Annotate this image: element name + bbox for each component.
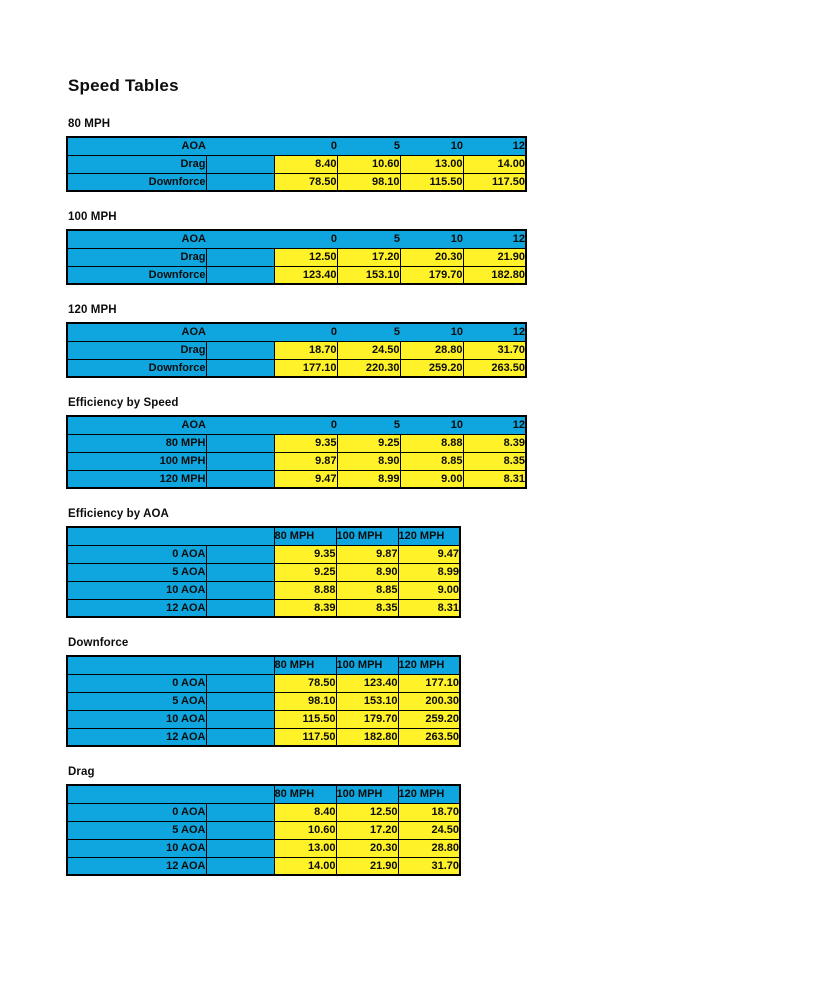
row-blank-cell xyxy=(206,341,274,359)
column-header-cell: 5 xyxy=(337,230,400,248)
row-blank-cell xyxy=(206,803,274,821)
row-label-cell: 10 AOA xyxy=(67,839,206,857)
header-row xyxy=(67,785,460,803)
table-row xyxy=(67,821,460,839)
value-cell: 31.70 xyxy=(398,857,460,875)
row-blank-cell xyxy=(206,563,274,581)
value-cell: 8.90 xyxy=(336,563,398,581)
corner-label-cell: AOA xyxy=(67,137,206,155)
row-blank-cell xyxy=(206,710,274,728)
value-cell: 98.10 xyxy=(337,173,400,191)
table-title: 120 MPH xyxy=(68,304,117,316)
row-label-cell: 120 MPH xyxy=(67,470,206,488)
column-header-cell: 100 MPH xyxy=(336,527,398,545)
value-cell: 8.99 xyxy=(398,563,460,581)
corner-label-cell: AOA xyxy=(67,416,206,434)
corner-blank-cell xyxy=(206,137,274,155)
row-label-cell: 10 AOA xyxy=(67,710,206,728)
value-cell: 9.87 xyxy=(336,545,398,563)
value-cell: 200.30 xyxy=(398,692,460,710)
row-label-cell: Drag xyxy=(67,155,206,173)
row-label-cell: 80 MPH xyxy=(67,434,206,452)
row-label-cell: 0 AOA xyxy=(67,674,206,692)
value-cell: 18.70 xyxy=(274,341,337,359)
column-header-cell: 12 xyxy=(463,416,526,434)
value-cell: 8.31 xyxy=(398,599,460,617)
row-blank-cell xyxy=(206,470,274,488)
row-label-cell: 0 AOA xyxy=(67,545,206,563)
value-cell: 8.39 xyxy=(274,599,336,617)
column-header-cell: 12 xyxy=(463,137,526,155)
row-label-cell: 5 AOA xyxy=(67,821,206,839)
value-cell: 8.39 xyxy=(463,434,526,452)
data-table xyxy=(66,136,527,192)
corner-blank-cell xyxy=(206,416,274,434)
value-cell: 123.40 xyxy=(336,674,398,692)
column-header-cell: 0 xyxy=(274,230,337,248)
value-cell: 9.35 xyxy=(274,545,336,563)
row-blank-cell xyxy=(206,728,274,746)
table-section xyxy=(66,304,816,378)
data-table xyxy=(66,655,461,747)
row-blank-cell xyxy=(206,434,274,452)
data-table xyxy=(66,526,461,618)
column-header-cell: 12 xyxy=(463,323,526,341)
table-row xyxy=(67,434,526,452)
row-label-cell: 12 AOA xyxy=(67,728,206,746)
corner-blank-cell xyxy=(206,323,274,341)
row-label-cell: Downforce xyxy=(67,359,206,377)
value-cell: 8.40 xyxy=(274,155,337,173)
table-row xyxy=(67,803,460,821)
table-row xyxy=(67,692,460,710)
column-header-cell: 120 MPH xyxy=(398,785,460,803)
table-row xyxy=(67,839,460,857)
row-blank-cell xyxy=(206,857,274,875)
column-header-cell: 0 xyxy=(274,137,337,155)
corner-blank-cell xyxy=(206,230,274,248)
table-row xyxy=(67,341,526,359)
value-cell: 17.20 xyxy=(336,821,398,839)
table-section xyxy=(66,211,816,285)
table-row xyxy=(67,359,526,377)
table-title: 100 MPH xyxy=(68,211,117,223)
row-label-cell: 12 AOA xyxy=(67,599,206,617)
value-cell: 8.35 xyxy=(463,452,526,470)
value-cell: 21.90 xyxy=(463,248,526,266)
table-section xyxy=(66,118,816,192)
table-title: Drag xyxy=(68,766,95,778)
column-header-cell: 80 MPH xyxy=(274,785,336,803)
row-blank-cell xyxy=(206,821,274,839)
table-row xyxy=(67,173,526,191)
data-table xyxy=(66,784,461,876)
value-cell: 9.35 xyxy=(274,434,337,452)
table-row xyxy=(67,545,460,563)
value-cell: 153.10 xyxy=(336,692,398,710)
header-row xyxy=(67,656,460,674)
value-cell: 78.50 xyxy=(274,674,336,692)
row-label-cell: Downforce xyxy=(67,266,206,284)
column-header-cell: 80 MPH xyxy=(274,527,336,545)
row-blank-cell xyxy=(206,674,274,692)
value-cell: 182.80 xyxy=(336,728,398,746)
value-cell: 20.30 xyxy=(400,248,463,266)
value-cell: 9.47 xyxy=(398,545,460,563)
value-cell: 9.87 xyxy=(274,452,337,470)
value-cell: 179.70 xyxy=(400,266,463,284)
column-header-cell: 0 xyxy=(274,416,337,434)
row-label-cell: Drag xyxy=(67,341,206,359)
table-row xyxy=(67,248,526,266)
column-header-cell: 120 MPH xyxy=(398,527,460,545)
corner-blank-cell xyxy=(67,656,274,674)
table-row xyxy=(67,599,460,617)
value-cell: 8.85 xyxy=(336,581,398,599)
value-cell: 115.50 xyxy=(400,173,463,191)
row-label-cell: 100 MPH xyxy=(67,452,206,470)
column-header-cell: 10 xyxy=(400,230,463,248)
table-row xyxy=(67,470,526,488)
table-row xyxy=(67,155,526,173)
corner-label-cell: AOA xyxy=(67,230,206,248)
row-label-cell: 5 AOA xyxy=(67,563,206,581)
value-cell: 220.30 xyxy=(337,359,400,377)
table-row xyxy=(67,728,460,746)
corner-blank-cell xyxy=(67,527,274,545)
row-blank-cell xyxy=(206,581,274,599)
header-row xyxy=(67,137,526,155)
value-cell: 117.50 xyxy=(274,728,336,746)
table-title: 80 MPH xyxy=(68,118,111,130)
row-blank-cell xyxy=(206,692,274,710)
value-cell: 12.50 xyxy=(274,248,337,266)
value-cell: 177.10 xyxy=(274,359,337,377)
value-cell: 10.60 xyxy=(337,155,400,173)
value-cell: 123.40 xyxy=(274,266,337,284)
row-blank-cell xyxy=(206,155,274,173)
header-row xyxy=(67,323,526,341)
table-row xyxy=(67,452,526,470)
row-label-cell: Drag xyxy=(67,248,206,266)
value-cell: 9.47 xyxy=(274,470,337,488)
column-header-cell: 100 MPH xyxy=(336,785,398,803)
value-cell: 179.70 xyxy=(336,710,398,728)
table-row xyxy=(67,581,460,599)
value-cell: 9.25 xyxy=(274,563,336,581)
value-cell: 177.10 xyxy=(398,674,460,692)
row-blank-cell xyxy=(206,248,274,266)
header-row xyxy=(67,527,460,545)
value-cell: 20.30 xyxy=(336,839,398,857)
value-cell: 24.50 xyxy=(398,821,460,839)
value-cell: 14.00 xyxy=(274,857,336,875)
table-section xyxy=(66,508,816,618)
value-cell: 12.50 xyxy=(336,803,398,821)
table-title: Downforce xyxy=(68,637,129,649)
value-cell: 153.10 xyxy=(337,266,400,284)
value-cell: 8.35 xyxy=(336,599,398,617)
value-cell: 9.25 xyxy=(337,434,400,452)
value-cell: 14.00 xyxy=(463,155,526,173)
data-table xyxy=(66,322,527,378)
value-cell: 18.70 xyxy=(398,803,460,821)
value-cell: 28.80 xyxy=(398,839,460,857)
value-cell: 9.00 xyxy=(398,581,460,599)
column-header-cell: 10 xyxy=(400,416,463,434)
row-blank-cell xyxy=(206,839,274,857)
table-title: Efficiency by AOA xyxy=(68,508,169,520)
value-cell: 31.70 xyxy=(463,341,526,359)
table-row xyxy=(67,563,460,581)
data-table xyxy=(66,415,527,489)
corner-blank-cell xyxy=(67,785,274,803)
column-header-cell: 5 xyxy=(337,416,400,434)
table-row xyxy=(67,266,526,284)
value-cell: 182.80 xyxy=(463,266,526,284)
row-blank-cell xyxy=(206,266,274,284)
value-cell: 115.50 xyxy=(274,710,336,728)
data-table xyxy=(66,229,527,285)
column-header-cell: 5 xyxy=(337,323,400,341)
column-header-cell: 5 xyxy=(337,137,400,155)
value-cell: 28.80 xyxy=(400,341,463,359)
column-header-cell: 12 xyxy=(463,230,526,248)
value-cell: 8.88 xyxy=(274,581,336,599)
row-blank-cell xyxy=(206,599,274,617)
value-cell: 8.99 xyxy=(337,470,400,488)
column-header-cell: 0 xyxy=(274,323,337,341)
value-cell: 8.90 xyxy=(337,452,400,470)
value-cell: 117.50 xyxy=(463,173,526,191)
column-header-cell: 100 MPH xyxy=(336,656,398,674)
table-row xyxy=(67,674,460,692)
value-cell: 8.40 xyxy=(274,803,336,821)
value-cell: 259.20 xyxy=(398,710,460,728)
value-cell: 8.85 xyxy=(400,452,463,470)
value-cell: 8.88 xyxy=(400,434,463,452)
value-cell: 24.50 xyxy=(337,341,400,359)
row-label-cell: 12 AOA xyxy=(67,857,206,875)
table-section xyxy=(66,397,816,489)
value-cell: 9.00 xyxy=(400,470,463,488)
row-label-cell: 5 AOA xyxy=(67,692,206,710)
value-cell: 98.10 xyxy=(274,692,336,710)
header-row xyxy=(67,416,526,434)
page-title: Speed Tables xyxy=(68,76,179,95)
value-cell: 263.50 xyxy=(463,359,526,377)
header-row xyxy=(67,230,526,248)
tables-container xyxy=(66,118,816,876)
row-blank-cell xyxy=(206,452,274,470)
column-header-cell: 120 MPH xyxy=(398,656,460,674)
value-cell: 10.60 xyxy=(274,821,336,839)
value-cell: 13.00 xyxy=(274,839,336,857)
table-row xyxy=(67,710,460,728)
column-header-cell: 80 MPH xyxy=(274,656,336,674)
table-section xyxy=(66,637,816,747)
value-cell: 259.20 xyxy=(400,359,463,377)
row-label-cell: 0 AOA xyxy=(67,803,206,821)
table-section xyxy=(66,766,816,876)
value-cell: 17.20 xyxy=(337,248,400,266)
value-cell: 21.90 xyxy=(336,857,398,875)
column-header-cell: 10 xyxy=(400,137,463,155)
value-cell: 13.00 xyxy=(400,155,463,173)
value-cell: 78.50 xyxy=(274,173,337,191)
table-row xyxy=(67,857,460,875)
value-cell: 8.31 xyxy=(463,470,526,488)
corner-label-cell: AOA xyxy=(67,323,206,341)
value-cell: 263.50 xyxy=(398,728,460,746)
row-blank-cell xyxy=(206,359,274,377)
table-title: Efficiency by Speed xyxy=(68,397,179,409)
row-blank-cell xyxy=(206,545,274,563)
column-header-cell: 10 xyxy=(400,323,463,341)
row-label-cell: Downforce xyxy=(67,173,206,191)
row-label-cell: 10 AOA xyxy=(67,581,206,599)
row-blank-cell xyxy=(206,173,274,191)
